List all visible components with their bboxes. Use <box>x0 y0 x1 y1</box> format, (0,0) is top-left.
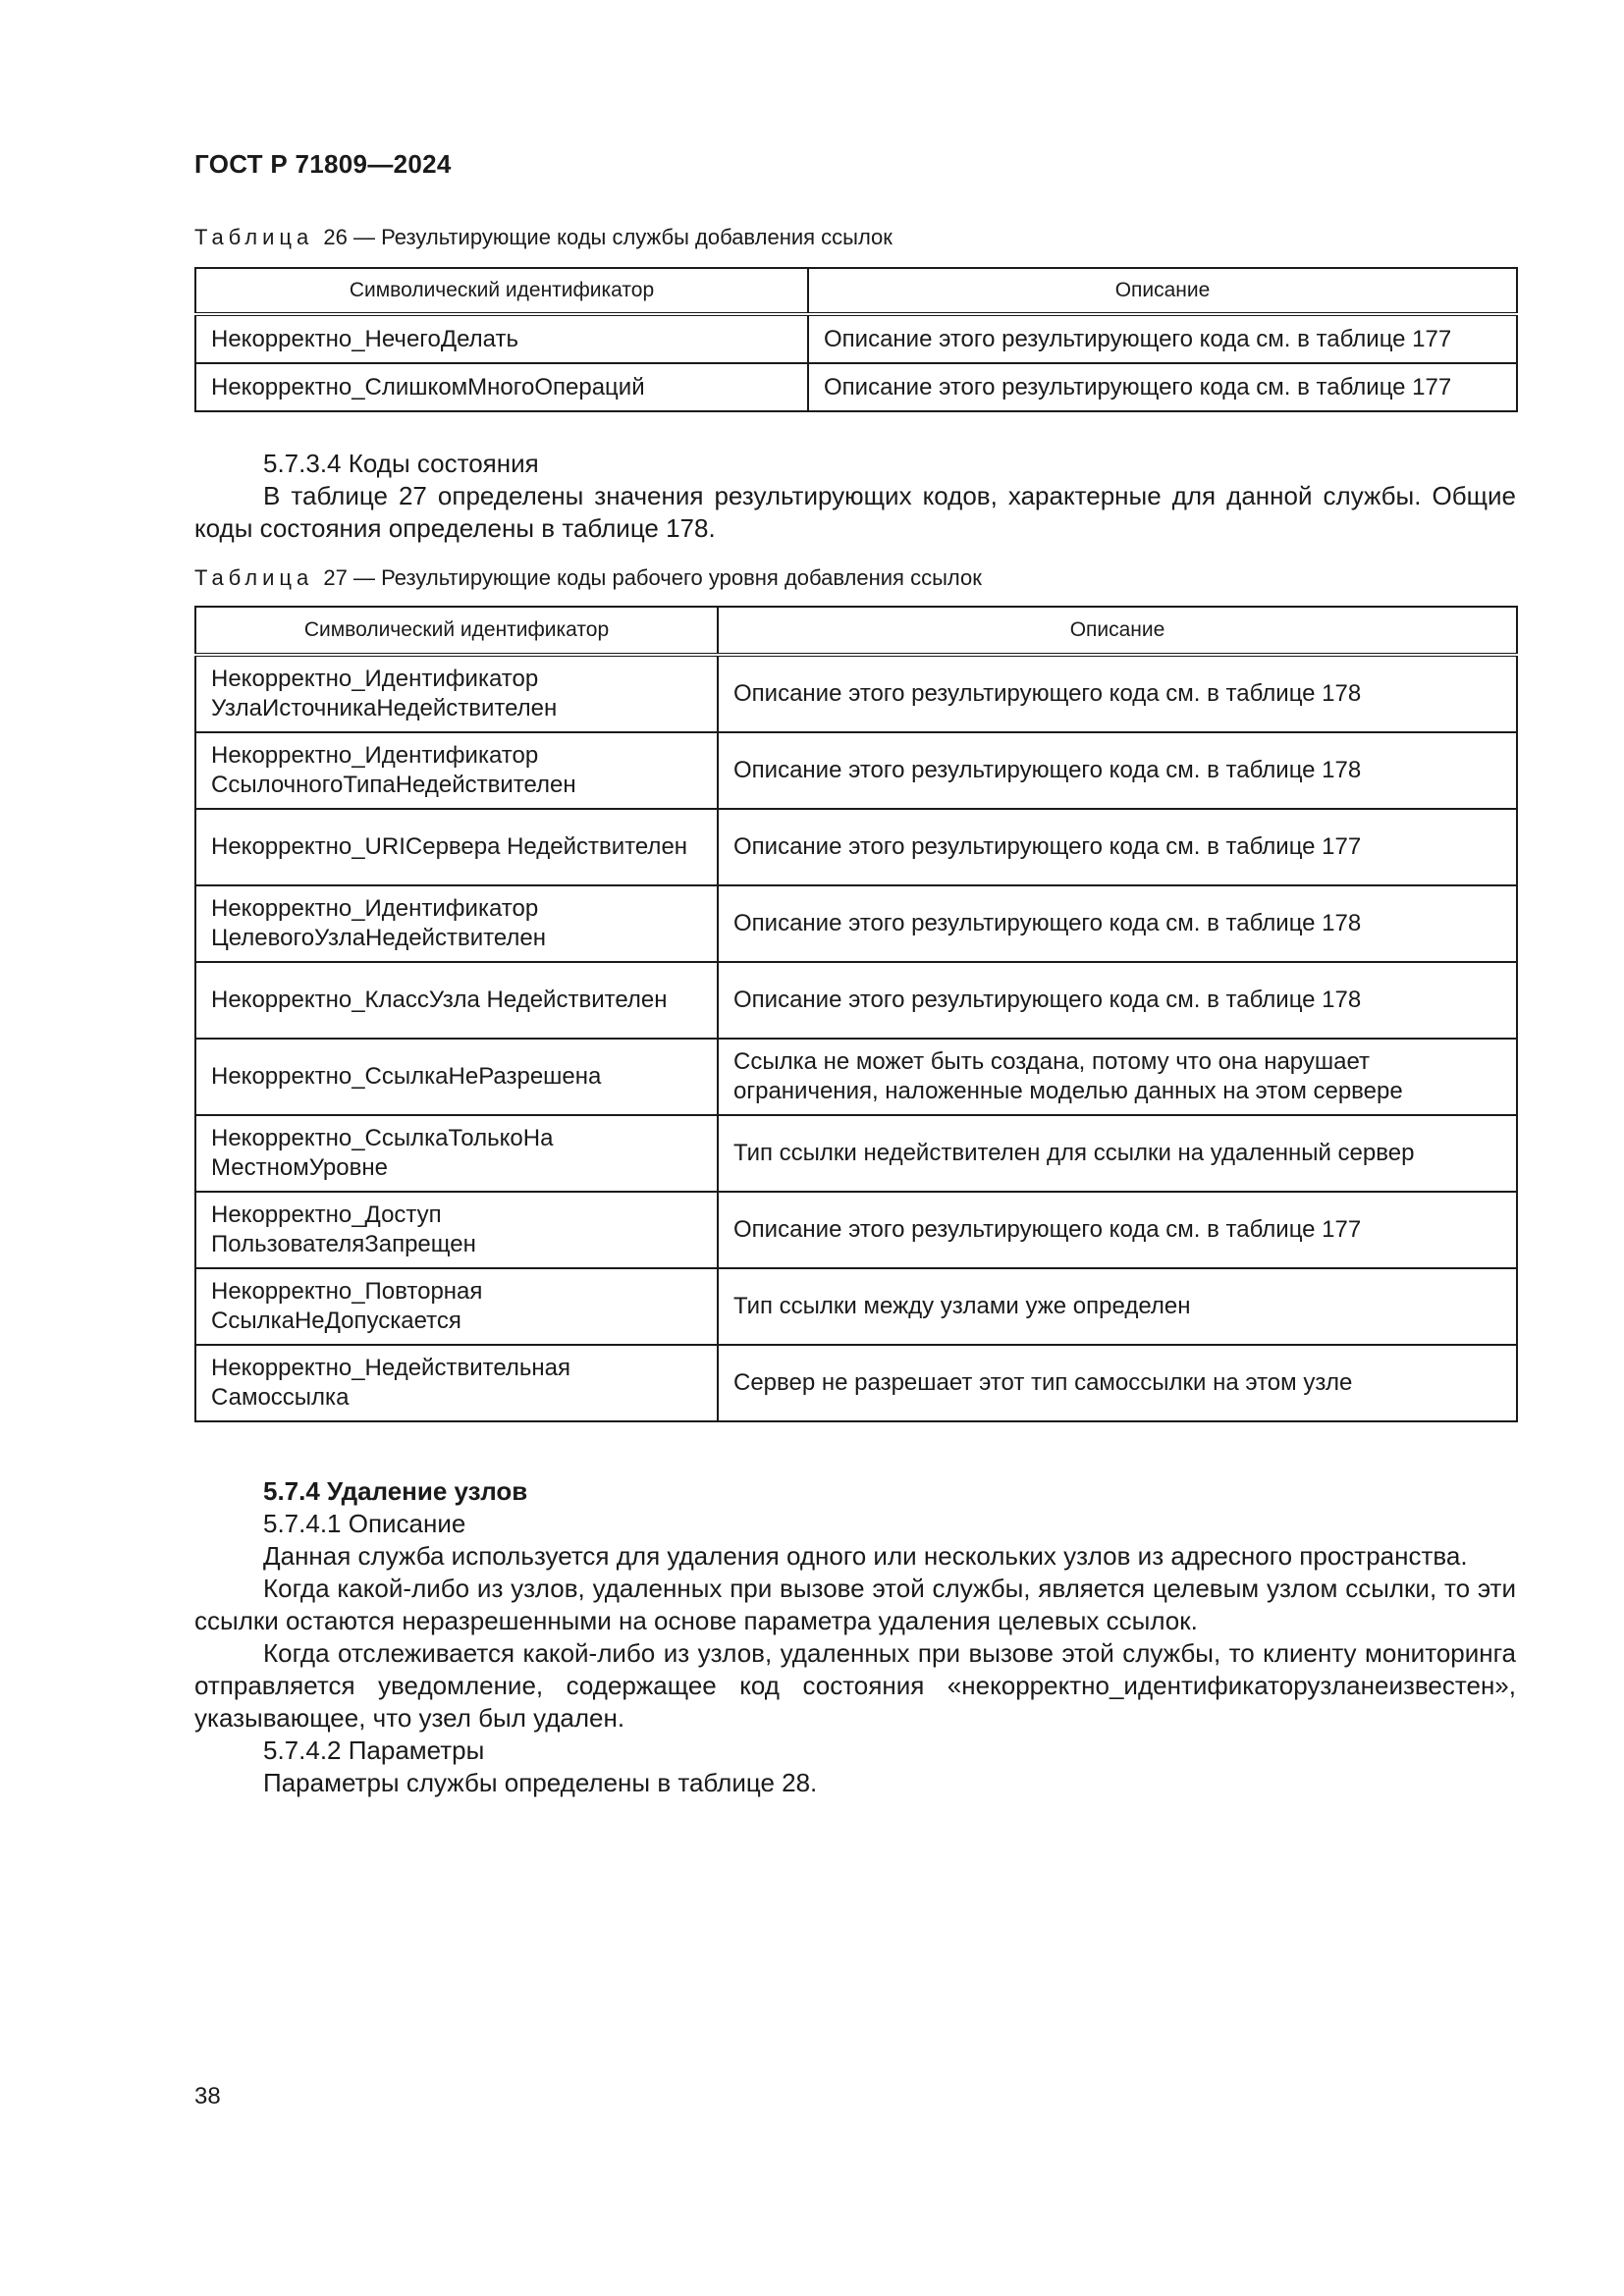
column-header-description: Описание <box>718 607 1517 655</box>
table-row <box>195 885 1517 962</box>
subsection-heading: 5.7.4.2 Параметры <box>263 1735 485 1765</box>
table-row <box>195 962 1517 1039</box>
table-label: Таблица <box>194 225 314 249</box>
table-label: Таблица <box>194 565 314 590</box>
section-5-7-4 <box>194 1475 1516 1799</box>
paragraph: Данная служба используется для удаления одного или нескольких узлов из адресного пространства. <box>263 1541 1468 1571</box>
page-number: 38 <box>194 2083 221 2109</box>
description-cell: Описание этого результирующего кода см. в таблице 177 <box>718 1192 1517 1268</box>
identifier-cell: Некорректно_Идентификатор ЦелевогоУзлаНедействителен <box>195 885 718 962</box>
table-27-caption <box>194 564 982 592</box>
section-heading: 5.7.4 Удаление узлов <box>263 1476 528 1506</box>
section-5-7-3-4 <box>194 448 1516 545</box>
identifier-cell: Некорректно_СсылкаТолькоНа МестномУровне <box>195 1115 718 1192</box>
table-row <box>195 314 1517 363</box>
table-row <box>195 655 1517 732</box>
description-cell: Тип ссылки недействителен для ссылки на удаленный сервер <box>718 1115 1517 1192</box>
description-cell: Сервер не разрешает этот тип самоссылки на этом узле <box>718 1345 1517 1421</box>
identifier-cell: Некорректно_Идентификатор УзлаИсточникаНедействителен <box>195 655 718 732</box>
identifier-cell: Некорректно_СлишкомМногоОпераций <box>195 363 808 411</box>
paragraph: Когда отслеживается какой-либо из узлов, удаленных при вызове этой службы, то клиенту мониторинга отправляется уведомление, содержащее код состояния «некорректно_идентификаторузланеизвестен», указывающее, что узел был удален. <box>194 1638 1516 1733</box>
table-row <box>195 732 1517 809</box>
description-cell: Описание этого результирующего кода см. в таблице 178 <box>718 885 1517 962</box>
subsection-heading: 5.7.4.1 Описание <box>263 1509 466 1538</box>
table-row <box>195 809 1517 885</box>
identifier-cell: Некорректно_Доступ ПользователяЗапрещен <box>195 1192 718 1268</box>
identifier-cell: Некорректно_URIСервера Недействителен <box>195 809 718 885</box>
column-header-identifier: Символический идентификатор <box>195 607 718 655</box>
paragraph: Когда какой-либо из узлов, удаленных при вызове этой службы, является целевым узлом ссылки, то эти ссылки остаются неразрешенными на основе параметра удаления целевых ссылок. <box>194 1574 1516 1635</box>
description-cell: Описание этого результирующего кода см. в таблице 177 <box>718 809 1517 885</box>
description-cell: Описание этого результирующего кода см. в таблице 177 <box>808 363 1517 411</box>
column-header-identifier: Символический идентификатор <box>195 268 808 314</box>
table-title: 27 — Результирующие коды рабочего уровня добавления ссылок <box>323 565 982 590</box>
description-cell: Описание этого результирующего кода см. в таблице 178 <box>718 962 1517 1039</box>
description-cell: Ссылка не может быть создана, потому что она нарушает ограничения, наложенные моделью данных на этом сервере <box>718 1039 1517 1115</box>
section-heading: 5.7.3.4 Коды состояния <box>263 449 539 478</box>
identifier-cell: Некорректно_КлассУзла Недействителен <box>195 962 718 1039</box>
identifier-cell: Некорректно_Повторная СсылкаНеДопускается <box>195 1268 718 1345</box>
table-row <box>195 1268 1517 1345</box>
table-27 <box>194 606 1518 1422</box>
table-row <box>195 363 1517 411</box>
identifier-cell: Некорректно_Идентификатор СсылочногоТипаНедействителен <box>195 732 718 809</box>
table-row <box>195 1115 1517 1192</box>
paragraph: Параметры службы определены в таблице 28. <box>263 1768 818 1797</box>
table-26 <box>194 267 1518 412</box>
description-cell: Описание этого результирующего кода см. в таблице 178 <box>718 732 1517 809</box>
table-26-caption <box>194 224 893 251</box>
identifier-cell: Некорректно_СсылкаНеРазрешена <box>195 1039 718 1115</box>
table-row <box>195 1039 1517 1115</box>
paragraph: В таблице 27 определены значения результирующих кодов, характерные для данной службы. Общие коды состояния определены в таблице 178. <box>194 481 1516 543</box>
identifier-cell: Некорректно_Недействительная Самоссылка <box>195 1345 718 1421</box>
column-header-description: Описание <box>808 268 1517 314</box>
document-header: ГОСТ Р 71809—2024 <box>194 149 452 179</box>
table-header-row <box>195 268 1517 314</box>
table-title: 26 — Результирующие коды службы добавления ссылок <box>323 225 893 249</box>
table-row <box>195 1345 1517 1421</box>
description-cell: Тип ссылки между узлами уже определен <box>718 1268 1517 1345</box>
description-cell: Описание этого результирующего кода см. в таблице 177 <box>808 314 1517 363</box>
identifier-cell: Некорректно_НечегоДелать <box>195 314 808 363</box>
table-header-row <box>195 607 1517 655</box>
description-cell: Описание этого результирующего кода см. в таблице 178 <box>718 655 1517 732</box>
table-row <box>195 1192 1517 1268</box>
